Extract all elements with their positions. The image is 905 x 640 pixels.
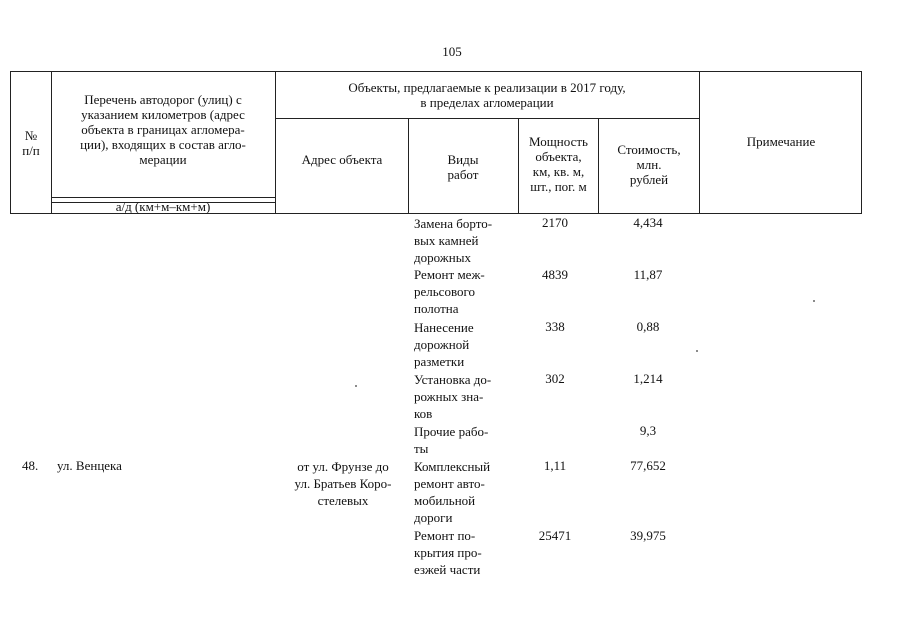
capacity-value: 302 [545,371,565,386]
work-line: дорожных [414,250,471,265]
header-roads-line: Перечень автодорог (улиц) с [84,92,242,107]
capacity-value: 338 [545,319,565,334]
work-line: дороги [414,510,453,525]
work-line: вых камней [414,233,479,248]
header-col-address: Адрес объекта [301,152,383,167]
header-roads-line: указанием километров (адрес [81,107,245,122]
work-line: Комплексный [414,459,491,474]
work-line: мобильной [414,493,476,508]
work-line: Ремонт меж- [414,267,485,282]
page-number: 105 [442,44,462,59]
work-line: рельсового [414,284,476,299]
header-cost-line: млн. [636,157,662,172]
header-col-roads [53,92,273,167]
work-line: Замена борто- [414,216,493,231]
header-cost-line: рублей [629,172,669,187]
header-col-capacity [519,134,598,194]
header-roads-line: объекта в границах агломера- [81,122,245,137]
work-line: Прочие рабо- [414,424,489,439]
work-line: езжей части [414,562,481,577]
cost-value: 11,87 [633,267,663,282]
scan-speck [813,300,815,302]
cost-value: 0,88 [636,319,660,334]
list-item [414,527,514,578]
list-item [414,458,514,526]
header-cost-line: Стоимость, [617,142,681,157]
work-line: разметки [414,354,465,369]
work-line: ремонт авто- [414,476,485,491]
cost-value: 39,975 [630,528,666,543]
header-capacity-line: шт., пог. м [530,179,587,194]
cost-value: 4,434 [633,215,663,230]
scan-speck [696,350,698,352]
table-header [10,71,862,214]
header-col-note: Примечание [746,134,816,149]
work-line: Нанесение [414,320,474,335]
header-objects-line: в пределах агломерации [420,95,554,110]
cost-value: 1,214 [633,371,663,386]
header-col-works [409,152,517,182]
header-num-line2: п/п [22,143,40,158]
header-roads-line: мерации [139,152,187,167]
header-capacity-line: Мощность [529,134,588,149]
cost-value: 9,3 [639,423,657,438]
work-line: Установка до- [414,372,492,387]
cost-value: 77,652 [630,458,666,473]
road-name: ул. Венцека [57,458,122,473]
address-line: стелевых [317,493,369,508]
work-line: Ремонт по- [414,528,476,543]
header-capacity-line: объекта, [535,149,582,164]
capacity-value: 2170 [542,215,568,230]
list-item [414,215,514,266]
header-works-line: Виды [447,152,479,167]
header-works-line: работ [447,167,479,182]
header-capacity-line: км, кв. м, [532,164,585,179]
header-col-objects [277,80,697,110]
work-line: полотна [414,301,459,316]
header-col-cost [599,142,699,187]
address-line: от ул. Фрунзе до [297,459,389,474]
header-roads-sub: а/д (км+м–км+м) [115,199,211,214]
capacity-value: 4839 [542,267,568,282]
header-col-num [11,128,51,158]
list-item [414,319,514,370]
work-line: рожных зна- [414,389,484,404]
work-line: ты [414,441,429,456]
scan-speck [355,385,357,387]
list-item [414,371,514,422]
header-objects-line: Объекты, предлагаемые к реализации в 2017 году, [348,80,626,95]
list-item [414,423,514,457]
capacity-value: 25471 [538,528,572,543]
work-line: дорожной [414,337,470,352]
list-item [414,266,514,317]
address-line: ул. Братьев Коро- [294,476,392,491]
header-num-line1: № [24,128,38,143]
header-roads-line: ции), входящих в состав агло- [80,137,246,152]
work-line: крытия про- [414,545,482,560]
capacity-value: 1,11 [543,458,567,473]
row-number: 48. [22,458,39,473]
work-line: ков [414,406,433,421]
object-address [278,458,408,509]
